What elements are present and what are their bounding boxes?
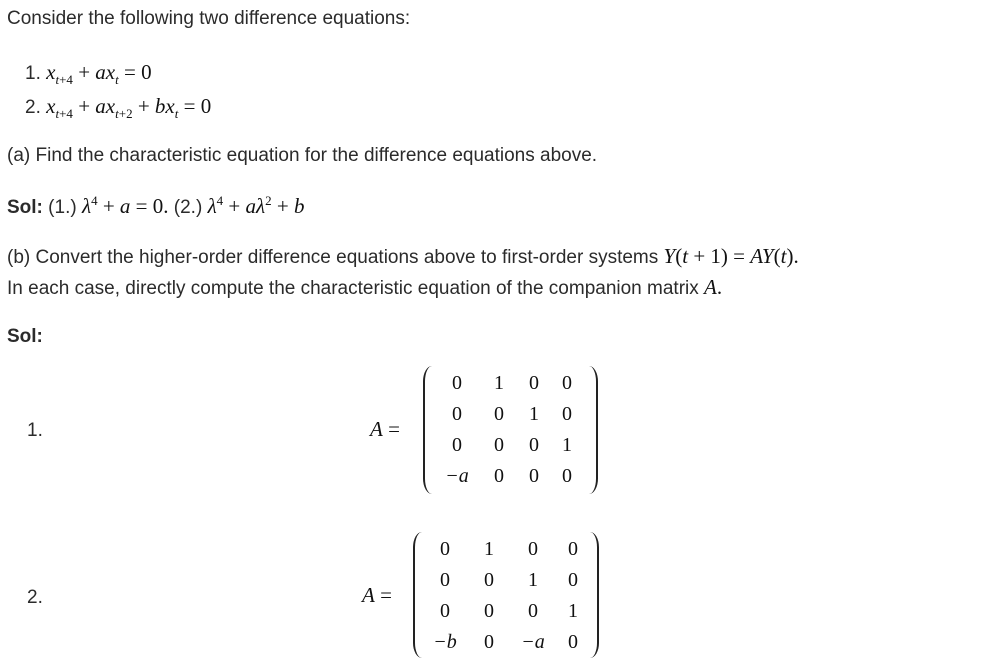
matrix-1-cell-1-1: 0 (452, 372, 462, 394)
matrix-1 (423, 366, 598, 494)
part-a-sol-2-label: (2.) (173, 197, 203, 218)
part-a-sol-1-label: (1.) (48, 197, 77, 218)
matrix-1-cell-4-2: 0 (494, 465, 504, 487)
matrix-1-cell-2-3: 1 (529, 403, 539, 425)
equation-1 (25, 60, 152, 88)
matrix-2-cell-1-2: 1 (484, 538, 494, 560)
matrix-1-cell-1-2: 1 (494, 372, 504, 394)
equation-1-number: 1. (25, 63, 41, 84)
matrix-1-number: 1. (27, 420, 43, 441)
part-a-sol-label: Sol: (7, 197, 43, 218)
equation-1-math: $x_{t+4} + ax_t = 0$ (46, 60, 152, 88)
matrix-2-cell-4-4: 0 (568, 631, 578, 653)
matrix-2 (413, 532, 599, 658)
matrix-2-cell-2-4: 0 (568, 569, 578, 591)
equation-2 (25, 94, 212, 122)
part-a-sol-1-math: $\lambda^4 + a = 0$. (81, 193, 169, 218)
matrix-1-cell-1-4: 0 (562, 372, 572, 394)
matrix-2-cell-2-2: 0 (484, 569, 494, 591)
matrix-2-cell-3-1: 0 (440, 600, 450, 622)
equation-2-number: 2. (25, 97, 41, 118)
matrix-1-cell-3-1: 0 (452, 434, 462, 456)
matrix-2-cell-1-3: 0 (528, 538, 538, 560)
matrix-2-cell-4-2: 0 (484, 631, 494, 653)
matrix-2-cell-1-4: 0 (568, 538, 578, 560)
matrix-2-cell-1-1: 0 (440, 538, 450, 560)
equation-2-math: $x_{t+4} + ax_{t+2} + bx_t = 0$ (46, 94, 212, 122)
matrix-2-cell-4-1: −b (433, 631, 457, 653)
matrix-1-cell-3-2: 0 (494, 434, 504, 456)
matrix-1-cell-2-2: 0 (494, 403, 504, 425)
matrix-1-lhs: A = (370, 417, 400, 441)
part-b-system-math: Y(t + 1) = AY(t). (663, 244, 799, 268)
matrix-2-cell-2-3: 1 (528, 569, 538, 591)
part-b-sol-label: Sol: (7, 326, 43, 347)
matrix-1-cell-1-3: 0 (529, 372, 539, 394)
part-b-question-line1: (b) Convert the higher-order difference equations above to first-order systems Y(t + 1) = AY(t). (7, 244, 799, 268)
matrix-2-cell-2-1: 0 (440, 569, 450, 591)
matrix-2-number: 2. (27, 587, 43, 608)
matrix-1-cell-4-4: 0 (562, 465, 572, 487)
matrix-2-cell-3-4: 1 (568, 600, 578, 622)
matrix-1-cell-2-4: 0 (562, 403, 572, 425)
part-a-question: (a) Find the characteristic equation for the difference equations above. (7, 145, 598, 166)
matrix-2-lhs: A = (362, 583, 392, 607)
matrix-1-cell-4-1: −a (445, 465, 469, 487)
matrix-1-cell-4-3: 0 (529, 465, 539, 487)
matrix-1-cell-2-1: 0 (452, 403, 462, 425)
part-a-solution (7, 194, 304, 219)
intro-text: Consider the following two difference equations: (7, 8, 411, 29)
matrix-1-cell-3-3: 0 (529, 434, 539, 456)
matrix-1-cell-3-4: 1 (562, 434, 572, 456)
part-b-question-line2: In each case, directly compute the characteristic equation of the companion matrix A. (7, 275, 723, 299)
matrix-2-cell-3-2: 0 (484, 600, 494, 622)
part-a-sol-2-math: $\lambda^4 + a\lambda^2 + b$ (207, 193, 305, 218)
matrix-2-cell-4-3: −a (521, 631, 545, 653)
matrix-2-cell-3-3: 0 (528, 600, 538, 622)
part-b-matrix-symbol: A (704, 275, 717, 299)
